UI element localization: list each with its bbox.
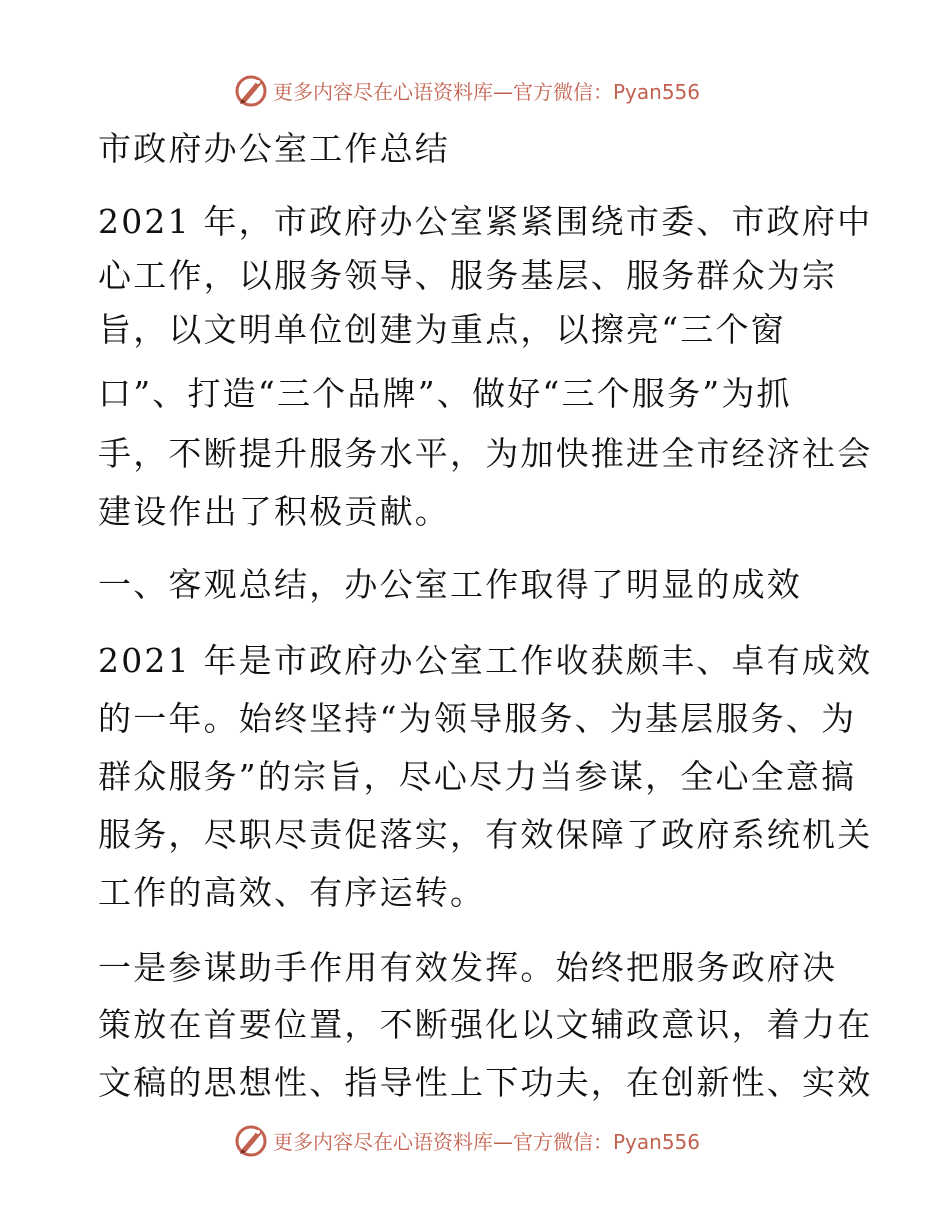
text-line: 一是参谋助手作用有效发挥。始终把服务政府决 [98, 948, 838, 987]
text-line: 口”、打造“三个品牌”、做好“三个服务”为抓 [98, 374, 792, 413]
header-watermark [233, 72, 700, 108]
document-title: 市政府办公室工作总结 [98, 129, 450, 168]
text-line: 的一年。始终坚持“为领导服务、为基层服务、为 [98, 699, 857, 738]
text-line: 策放在首要位置，不断强化以文辅政意识，着力在 [98, 1005, 873, 1044]
text-line: 心工作，以服务领导、服务基层、服务群众为宗 [98, 256, 838, 295]
text-line: 手，不断提升服务水平，为加快推进全市经济社会 [98, 434, 873, 473]
text-line: 2021 年，市政府办公室紧紧围绕市委、市政府中 [98, 202, 873, 241]
text-line: 文稿的思想性、指导性上下功夫，在创新性、实效 [98, 1063, 873, 1102]
pen-logo-icon [233, 72, 269, 108]
heading-line: 一、客观总结，办公室工作取得了明显的成效 [98, 565, 802, 604]
pen-logo-icon [233, 1122, 269, 1158]
text-line: 群众服务”的宗旨，尽心尽力当参谋，全心全意搞 [98, 757, 857, 796]
watermark-text: 更多内容尽在心语资料库—官方微信：Pyan556 [273, 79, 701, 104]
text-line: 旨，以文明单位创建为重点，以擦亮“三个窗 [98, 310, 786, 349]
text-line: 建设作出了积极贡献。 [98, 492, 450, 531]
footer-watermark [233, 1122, 700, 1158]
text-line: 工作的高效、有序运转。 [98, 873, 486, 912]
text-line: 服务，尽职尽责促落实，有效保障了政府系统机关 [98, 815, 873, 854]
watermark-text: 更多内容尽在心语资料库—官方微信：Pyan556 [273, 1129, 701, 1154]
text-line: 2021 年是市政府办公室工作收获颇丰、卓有成效 [98, 641, 873, 680]
